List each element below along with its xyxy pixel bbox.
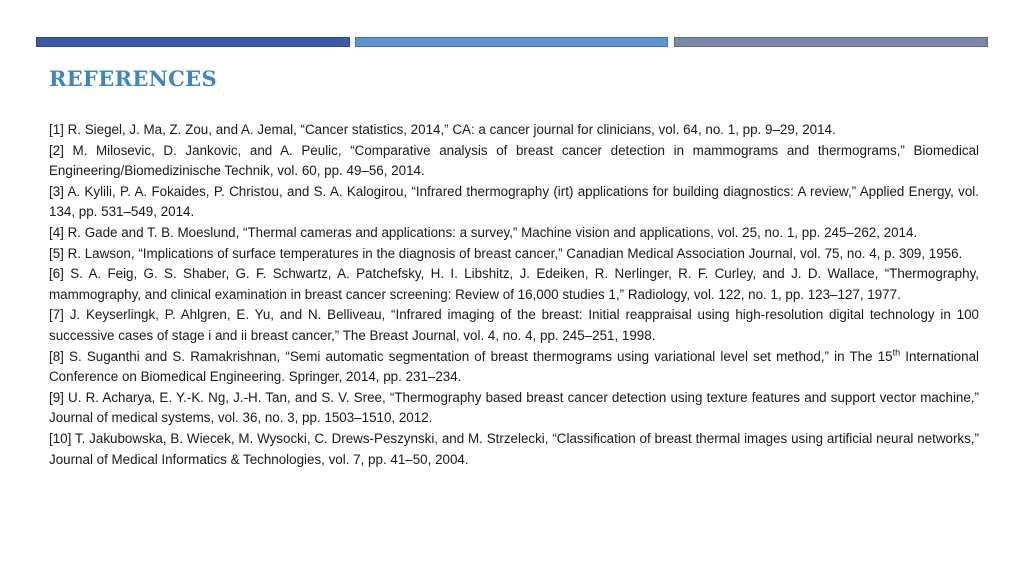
reference-item-9: [9] U. R. Acharya, E. Y.-K. Ng, J.-H. Tan, and S. V. Sree, “Thermography based breast cancer detection using texture features and support vector machine,” Journal of medical systems, vol. 36, no. 3, pp. 1503–1510, 2012. [49,389,979,426]
reference-list [49,120,979,470]
reference-item-8 [49,347,979,388]
slide-title: REFERENCES [49,66,217,91]
header-accent-bar-left [36,37,350,47]
reference-item-2: [2] M. Milosevic, D. Jankovic, and A. Peulic, “Comparative analysis of breast cancer detection in mammograms and thermograms,” Biomedical Engineering/Biomedizinische Technik, vol. 60, pp. 49–56, 2014. [49,142,979,179]
reference-item-6: [6] S. A. Feig, G. S. Shaber, G. F. Schwartz, A. Patchefsky, H. I. Libshitz, J. Edeiken, R. Nerlinger, R. F. Curley, and J. D. Wallace, “Thermography, mammography, and clinical examination in breast cancer screening: Review of 16,000 studies 1,” Radiology, vol. 122, no. 1, pp. 123–127, 1977. [49,266,979,302]
reference-8-text-end: International Conference on Biomedical Engineering. Springer, 2014, pp. 231–234. [49,348,980,385]
reference-item-4: [4] R. Gade and T. B. Moeslund, “Thermal cameras and applications: a survey,” Machine vision and applications, vol. 25, no. 1, pp. 245–262, 2014. [49,224,918,240]
reference-item-3: [3] A. Kylili, P. A. Fokaides, P. Christou, and S. A. Kalogirou, “Infrared thermography (irt) applications for building diagnostics: A review,” Applied Energy, vol. 134, pp. 531–549, 2014. [49,183,979,220]
reference-item-10: [10] T. Jakubowska, B. Wiecek, M. Wysocki, C. Drews-Peszynski, and M. Strzelecki, “Classification of breast thermal images using artificial neural networks,” Journal of Medical Informatics & Technologies, vol. 7, pp. 41–50, 2004. [49,430,979,467]
reference-item-1: [1] R. Siegel, J. Ma, Z. Zou, and A. Jemal, “Cancer statistics, 2014,” CA: a cancer journal for clinicians, vol. 64, no. 1, pp. 9–29, 2014. [49,122,836,137]
reference-item-5: [5] R. Lawson, “Implications of surface temperatures in the diagnosis of breast cancer,” Canadian Medical Association Journal, vol. 75, no. 4, p. 309, 1956. [49,245,963,261]
reference-8-text-start: [8] S. Suganthi and S. Ramakrishnan, “Semi automatic segmentation of breast thermograms using variational level set method,” in The 15 [49,348,893,364]
reference-item-7: [7] J. Keyserlingk, P. Ahlgren, E. Yu, and N. Belliveau, “Infrared imaging of the breast: Initial reappraisal using high-resolution digital technology in 100 successive cases of stage i and ii breast cancer,” The Breast Journal, vol. 4, no. 4, pp. 245–251, 1998. [49,307,979,343]
header-accent-bar-middle [355,37,668,47]
header-accent-bar-right [674,37,988,47]
reference-8-ordinal-superscript: th [892,347,901,358]
